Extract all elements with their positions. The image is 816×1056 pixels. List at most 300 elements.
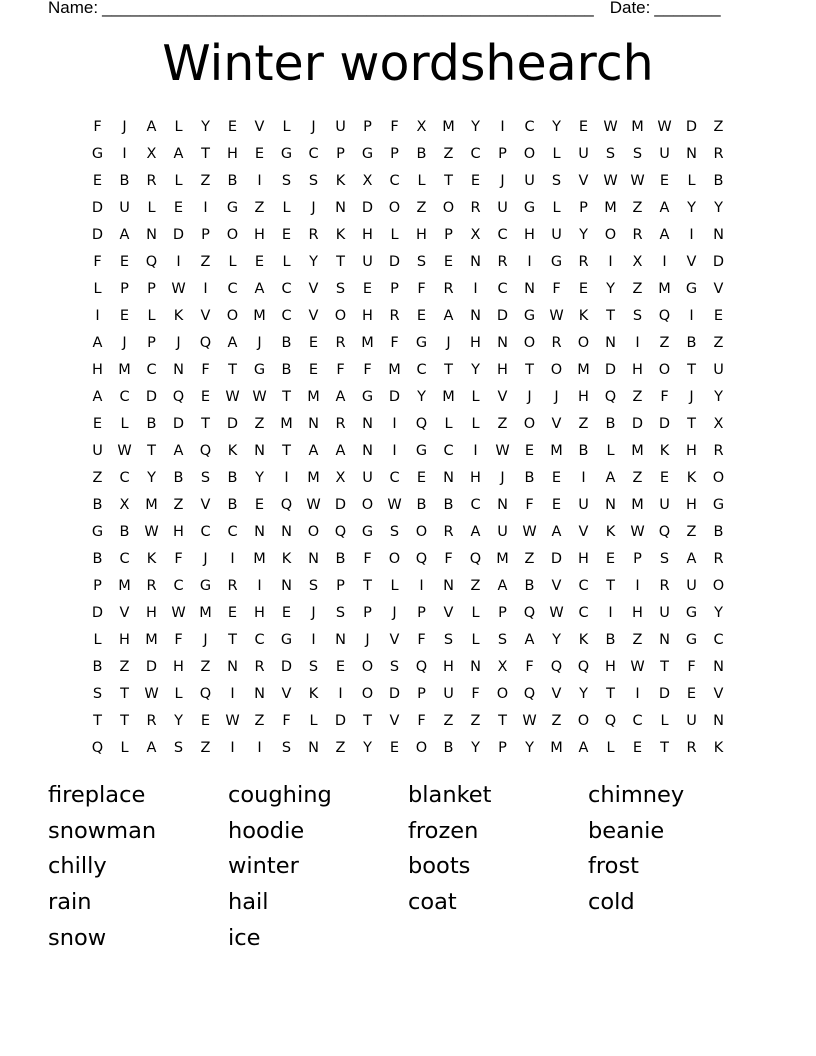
grid-letter: B <box>605 632 616 648</box>
grid-letter: D <box>334 497 347 513</box>
grid-letter: Q <box>415 551 428 567</box>
grid-letter: W <box>387 497 402 513</box>
word-list-item: rain <box>48 889 92 916</box>
grid-letter: R <box>497 254 508 270</box>
grid-letter: Y <box>552 632 561 648</box>
grid-letter: F <box>417 713 426 729</box>
grid-letter: S <box>335 281 346 297</box>
grid-letter: J <box>311 119 316 135</box>
grid-letter: T <box>282 389 291 405</box>
grid-letter: F <box>363 551 372 567</box>
grid-letter: E <box>686 686 697 702</box>
grid-letter: S <box>632 146 643 162</box>
grid-letter: I <box>311 632 316 648</box>
grid-letter: N <box>254 443 265 459</box>
grid-letter: B <box>686 335 697 351</box>
grid-letter: B <box>713 524 724 540</box>
grid-row <box>84 303 732 330</box>
grid-letter: M <box>145 497 158 513</box>
grid-letter: F <box>390 335 399 351</box>
word-list-item: coat <box>408 889 457 916</box>
grid-letter: C <box>578 578 589 594</box>
grid-letter: G <box>91 146 104 162</box>
grid-letter: Z <box>443 713 454 729</box>
grid-letter: R <box>659 578 670 594</box>
grid-letter: K <box>335 173 346 189</box>
grid-letter: P <box>579 200 588 216</box>
grid-letter: Q <box>550 659 563 675</box>
grid-letter: Y <box>363 740 372 756</box>
grid-letter: V <box>497 389 508 405</box>
grid-letter: K <box>686 470 697 486</box>
grid-letter: Q <box>658 308 671 324</box>
grid-letter: J <box>365 632 370 648</box>
grid-letter: E <box>416 308 427 324</box>
grid-letter: D <box>550 551 563 567</box>
grid-letter: M <box>658 281 671 297</box>
date-blank[interactable]: _______ <box>654 0 721 17</box>
grid-letter: X <box>497 659 508 675</box>
grid-letter: J <box>311 200 316 216</box>
grid-letter: E <box>578 281 589 297</box>
grid-letter: P <box>498 740 507 756</box>
grid-row <box>84 141 732 168</box>
grid-row <box>84 546 732 573</box>
grid-letter: B <box>227 173 238 189</box>
grid-letter: L <box>471 389 480 405</box>
grid-letter: D <box>145 659 158 675</box>
grid-letter: H <box>362 227 373 243</box>
grid-letter: Z <box>632 200 643 216</box>
grid-letter: E <box>443 254 454 270</box>
grid-letter: B <box>92 659 103 675</box>
grid-letter: F <box>363 362 372 378</box>
grid-letter: T <box>147 443 156 459</box>
grid-letter: C <box>173 578 184 594</box>
grid-letter: U <box>686 578 697 594</box>
grid-letter: Q <box>577 659 590 675</box>
grid-letter: I <box>230 740 235 756</box>
grid-letter: Q <box>658 524 671 540</box>
grid-row <box>84 222 732 249</box>
grid-letter: O <box>226 308 239 324</box>
grid-letter: L <box>174 119 183 135</box>
grid-letter: M <box>280 416 293 432</box>
word-list-item: winter <box>228 853 299 880</box>
grid-letter: W <box>630 659 645 675</box>
grid-letter: J <box>203 632 208 648</box>
grid-letter: L <box>390 578 399 594</box>
grid-letter: O <box>658 362 671 378</box>
grid-letter: N <box>308 740 319 756</box>
grid-letter: G <box>226 200 239 216</box>
grid-letter: L <box>471 605 480 621</box>
grid-letter: U <box>713 362 724 378</box>
grid-letter: W <box>225 713 240 729</box>
grid-letter: V <box>713 686 724 702</box>
grid-letter: H <box>443 659 454 675</box>
grid-letter: L <box>174 173 183 189</box>
grid-letter: T <box>201 416 210 432</box>
grid-row <box>84 357 732 384</box>
grid-letter: J <box>554 389 559 405</box>
grid-letter: Z <box>497 416 508 432</box>
grid-letter: J <box>311 605 316 621</box>
grid-letter: W <box>603 119 618 135</box>
grid-letter: Q <box>415 659 428 675</box>
grid-letter: B <box>227 470 238 486</box>
word-list-item: snowman <box>48 817 157 844</box>
grid-letter: E <box>632 740 643 756</box>
grid-letter: C <box>146 362 157 378</box>
grid-letter: A <box>686 551 697 567</box>
grid-letter: O <box>523 146 536 162</box>
grid-letter: G <box>685 632 698 648</box>
grid-letter: N <box>470 254 481 270</box>
grid-letter: C <box>578 605 589 621</box>
grid-letter: C <box>281 281 292 297</box>
grid-letter: Y <box>687 200 696 216</box>
grid-letter: N <box>335 632 346 648</box>
grid-letter: L <box>417 173 426 189</box>
grid-letter: E <box>173 200 184 216</box>
grid-letter: J <box>122 119 127 135</box>
grid-letter: G <box>712 497 725 513</box>
grid-letter: M <box>307 389 320 405</box>
grid-letter: C <box>119 389 130 405</box>
grid-letter: V <box>308 281 319 297</box>
grid-letter: D <box>388 389 401 405</box>
grid-letter: T <box>606 686 615 702</box>
grid-letter: O <box>712 470 725 486</box>
grid-letter: N <box>686 146 697 162</box>
grid-letter: H <box>254 605 265 621</box>
grid-letter: A <box>497 578 508 594</box>
grid-letter: S <box>308 659 319 675</box>
grid-letter: Y <box>606 281 615 297</box>
grid-letter: F <box>525 659 534 675</box>
name-blank[interactable]: ____________________________________________________ <box>102 0 594 17</box>
grid-letter: I <box>176 254 181 270</box>
grid-letter: L <box>687 173 696 189</box>
grid-letter: L <box>174 686 183 702</box>
grid-letter: R <box>713 551 724 567</box>
grid-letter: O <box>361 686 374 702</box>
grid-letter: K <box>146 551 157 567</box>
grid-letter: A <box>524 632 535 648</box>
grid-letter: L <box>228 254 237 270</box>
grid-letter: A <box>227 335 238 351</box>
grid-letter: A <box>173 146 184 162</box>
grid-row <box>84 114 732 141</box>
grid-letter: G <box>523 308 536 324</box>
grid-letter: V <box>119 605 130 621</box>
grid-letter: D <box>712 254 725 270</box>
grid-letter: Z <box>200 740 211 756</box>
grid-letter: Y <box>579 227 588 243</box>
grid-letter: T <box>363 578 372 594</box>
grid-letter: G <box>685 281 698 297</box>
grid-letter: D <box>631 416 644 432</box>
grid-letter: L <box>120 740 129 756</box>
grid-letter: D <box>658 686 671 702</box>
grid-letter: I <box>392 416 397 432</box>
grid-letter: H <box>632 605 643 621</box>
grid-letter: O <box>577 335 590 351</box>
grid-letter: Z <box>713 335 724 351</box>
grid-letter: Q <box>145 254 158 270</box>
grid-letter: O <box>523 335 536 351</box>
grid-letter: P <box>417 686 426 702</box>
grid-letter: C <box>389 470 400 486</box>
grid-letter: P <box>444 227 453 243</box>
grid-letter: H <box>227 146 238 162</box>
grid-letter: N <box>470 659 481 675</box>
grid-letter: H <box>578 551 589 567</box>
grid-row <box>84 681 732 708</box>
grid-letter: F <box>282 713 291 729</box>
grid-letter: V <box>281 686 292 702</box>
grid-letter: R <box>443 524 454 540</box>
grid-letter: Z <box>254 416 265 432</box>
grid-letter: N <box>443 578 454 594</box>
grid-letter: N <box>605 335 616 351</box>
grid-letter: K <box>308 686 319 702</box>
grid-letter: C <box>308 146 319 162</box>
grid-letter: S <box>200 470 211 486</box>
grid-letter: L <box>282 254 291 270</box>
grid-letter: Q <box>523 605 536 621</box>
grid-letter: B <box>281 335 292 351</box>
grid-letter: H <box>119 632 130 648</box>
grid-letter: S <box>416 254 427 270</box>
word-list <box>48 778 768 956</box>
grid-letter: E <box>281 605 292 621</box>
grid-letter: O <box>334 308 347 324</box>
grid-letter: E <box>254 497 265 513</box>
grid-letter: C <box>119 470 130 486</box>
grid-letter: E <box>659 173 670 189</box>
grid-letter: Z <box>632 281 643 297</box>
grid-letter: E <box>470 173 481 189</box>
grid-letter: H <box>146 605 157 621</box>
grid-letter: V <box>578 173 589 189</box>
grid-letter: N <box>173 362 184 378</box>
grid-letter: N <box>335 200 346 216</box>
grid-letter: G <box>550 254 563 270</box>
grid-letter: N <box>362 416 373 432</box>
grid-letter: C <box>524 119 535 135</box>
grid-letter: I <box>203 200 208 216</box>
grid-letter: M <box>118 578 131 594</box>
grid-letter: N <box>659 632 670 648</box>
grid-row <box>84 627 732 654</box>
grid-letter: U <box>119 200 130 216</box>
grid-row <box>84 465 732 492</box>
grid-letter: K <box>713 740 724 756</box>
grid-letter: D <box>145 389 158 405</box>
grid-letter: Z <box>578 416 589 432</box>
grid-letter: H <box>173 659 184 675</box>
grid-letter: N <box>308 551 319 567</box>
grid-row <box>84 195 732 222</box>
grid-letter: G <box>415 335 428 351</box>
grid-letter: L <box>444 416 453 432</box>
grid-letter: Y <box>147 470 156 486</box>
grid-letter: N <box>146 227 157 243</box>
grid-letter: N <box>605 497 616 513</box>
grid-letter: L <box>309 713 318 729</box>
grid-letter: W <box>225 389 240 405</box>
grid-letter: P <box>201 227 210 243</box>
grid-letter: M <box>496 551 509 567</box>
grid-letter: Z <box>632 632 643 648</box>
grid-letter: B <box>92 497 103 513</box>
grid-letter: C <box>632 713 643 729</box>
grid-letter: S <box>389 659 400 675</box>
grid-letter: W <box>495 443 510 459</box>
grid-letter: B <box>605 416 616 432</box>
grid-letter: I <box>608 605 613 621</box>
grid-letter: M <box>577 362 590 378</box>
grid-letter: N <box>713 713 724 729</box>
grid-letter: B <box>146 416 157 432</box>
grid-letter: D <box>496 308 509 324</box>
grid-letter: W <box>522 713 537 729</box>
grid-row <box>84 735 732 762</box>
grid-letter: F <box>93 119 102 135</box>
grid-letter: B <box>173 470 184 486</box>
grid-letter: G <box>199 578 212 594</box>
grid-letter: G <box>523 200 536 216</box>
grid-letter: C <box>227 524 238 540</box>
grid-letter: S <box>632 308 643 324</box>
grid-letter: G <box>280 146 293 162</box>
grid-letter: M <box>631 119 644 135</box>
grid-letter: T <box>525 362 534 378</box>
grid-row <box>84 492 732 519</box>
word-list-item: frost <box>588 853 639 880</box>
grid-letter: L <box>282 119 291 135</box>
grid-letter: R <box>335 416 346 432</box>
grid-letter: Y <box>579 686 588 702</box>
grid-letter: O <box>712 578 725 594</box>
grid-letter: U <box>362 470 373 486</box>
grid-letter: R <box>686 740 697 756</box>
grid-letter: A <box>92 335 103 351</box>
grid-letter: O <box>415 524 428 540</box>
grid-letter: D <box>388 254 401 270</box>
grid-letter: P <box>363 605 372 621</box>
grid-letter: W <box>171 281 186 297</box>
grid-letter: A <box>173 443 184 459</box>
grid-letter: J <box>203 551 208 567</box>
grid-letter: V <box>443 605 454 621</box>
grid-letter: W <box>306 497 321 513</box>
grid-letter: Q <box>199 443 212 459</box>
grid-letter: R <box>632 227 643 243</box>
grid-letter: W <box>630 173 645 189</box>
grid-letter: I <box>257 740 262 756</box>
grid-letter: I <box>500 119 505 135</box>
grid-letter: K <box>227 443 238 459</box>
grid-letter: Z <box>632 389 643 405</box>
grid-letter: Y <box>471 740 480 756</box>
grid-letter: T <box>336 254 345 270</box>
word-list-item: blanket <box>408 782 492 808</box>
word-list-item: coughing <box>228 782 332 808</box>
grid-letter: Q <box>199 686 212 702</box>
grid-letter: H <box>686 443 697 459</box>
word-list-item: boots <box>408 853 471 880</box>
grid-letter: T <box>201 146 210 162</box>
grid-letter: H <box>254 227 265 243</box>
grid-letter: K <box>605 524 616 540</box>
grid-letter: D <box>388 686 401 702</box>
grid-letter: E <box>92 416 103 432</box>
grid-letter: P <box>147 281 156 297</box>
grid-letter: M <box>550 740 563 756</box>
grid-letter: Z <box>470 578 481 594</box>
grid-letter: B <box>443 497 454 513</box>
grid-letter: M <box>361 335 374 351</box>
grid-letter: B <box>713 173 724 189</box>
grid-letter: M <box>388 362 401 378</box>
grid-letter: R <box>308 227 319 243</box>
grid-letter: P <box>120 281 129 297</box>
grid-letter: E <box>551 497 562 513</box>
grid-letter: L <box>606 740 615 756</box>
grid-letter: B <box>416 497 427 513</box>
grid-letter: A <box>335 443 346 459</box>
grid-letter: N <box>443 470 454 486</box>
grid-letter: L <box>552 200 561 216</box>
grid-letter: Q <box>91 740 104 756</box>
grid-letter: E <box>200 389 211 405</box>
word-list-item: frozen <box>408 817 479 844</box>
grid-letter: A <box>308 443 319 459</box>
grid-letter: D <box>280 659 293 675</box>
grid-letter: S <box>281 173 292 189</box>
grid-letter: K <box>335 227 346 243</box>
grid-letter: C <box>470 497 481 513</box>
grid-letter: L <box>147 200 156 216</box>
grid-letter: Y <box>525 740 534 756</box>
grid-letter: B <box>335 551 346 567</box>
grid-letter: P <box>336 146 345 162</box>
grid-letter: V <box>254 119 265 135</box>
grid-letter: R <box>146 578 157 594</box>
grid-letter: R <box>254 659 265 675</box>
grid-letter: U <box>686 713 697 729</box>
grid-letter: O <box>523 416 536 432</box>
grid-letter: E <box>92 173 103 189</box>
grid-letter: A <box>146 119 157 135</box>
grid-letter: E <box>227 119 238 135</box>
grid-row <box>84 654 732 681</box>
grid-letter: R <box>578 254 589 270</box>
grid-row <box>84 168 732 195</box>
grid-letter: E <box>551 470 562 486</box>
grid-letter: H <box>632 362 643 378</box>
grid-letter: I <box>527 254 532 270</box>
grid-letter: E <box>281 227 292 243</box>
grid-letter: O <box>307 524 320 540</box>
grid-letter: X <box>119 497 130 513</box>
grid-letter: W <box>630 524 645 540</box>
grid-letter: S <box>308 578 319 594</box>
grid-letter: G <box>361 524 374 540</box>
